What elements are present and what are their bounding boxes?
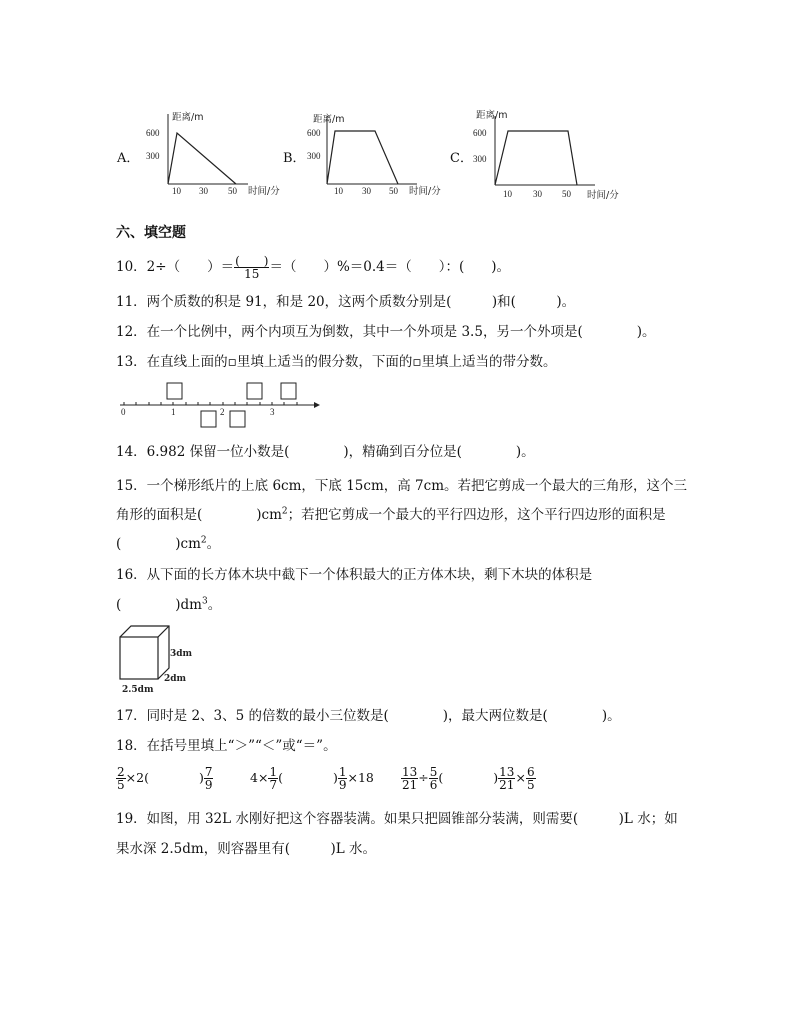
q10-part-a: 10．2÷（ ）＝ <box>116 259 235 275</box>
question-19-line-1: 19．如图，用 32L 水刚好把这个容器装满。如果只把圆锥部分装满，则需要( )L 水；如 <box>116 811 678 827</box>
question-16-line-2: ( )$dm^3$。 <box>116 596 222 613</box>
graph-c-xtick-50: 50 <box>562 189 571 199</box>
q15-line2-a: 角形的面积是( )cm <box>116 507 282 523</box>
option-a-label: A． <box>117 151 140 166</box>
graph-c-line <box>495 131 577 185</box>
answer-box-upper-1 <box>167 383 182 399</box>
graph-b-ylabel: 距离/m <box>313 114 345 125</box>
q18-3-gap: ( ) <box>438 770 499 785</box>
graph-a-ytick-300: 300 <box>146 151 160 161</box>
section-title: 六、填空题 <box>116 225 186 241</box>
q18-item-2 <box>250 766 374 791</box>
question-15-line-1: 15．一个梯形纸片的上底 6cm，下底 15cm，高 7cm。若把它剪成一个最大的三角形，这个三 <box>116 478 687 494</box>
q18-1-mid: ×2( ) <box>125 770 204 785</box>
q18-2-n1: 1 <box>269 765 278 779</box>
question-17: 17．同时是 2、3、5 的倍数的最小三位数是( )，最大两位数是( )。 <box>116 708 621 724</box>
q18-2-mid: ( ) <box>278 770 338 785</box>
q18-3-d4: 5 <box>526 778 535 792</box>
q18-3-n1: 13 <box>402 765 418 779</box>
q18-3-d2: 6 <box>429 778 438 792</box>
numberline-tick-0: 0 <box>121 407 126 417</box>
number-line <box>114 378 324 430</box>
option-b-label: B． <box>283 151 306 166</box>
q18-3-mid: ÷ <box>418 770 429 785</box>
q18-3-n3: 13 <box>499 765 515 779</box>
cuboid-width-label: 2dm <box>164 674 187 684</box>
graph-a-xtick-30: 30 <box>199 186 208 196</box>
q15-line3-sup-2: 2 <box>200 535 207 546</box>
answer-box-lower-1 <box>201 411 216 427</box>
q10-frac-den: 15 <box>244 267 260 281</box>
answer-box-lower-2 <box>230 411 245 427</box>
q18-1-d2: 9 <box>204 778 213 792</box>
q18-2-n2: 1 <box>338 765 347 779</box>
graph-c-ytick-600: 600 <box>473 128 487 138</box>
question-11: 11．两个质数的积是 91，和是 20，这两个质数分别是( )和( )。 <box>116 294 576 310</box>
question-15-line-2 <box>116 506 666 524</box>
numberline-tick-2: 2 <box>220 407 225 417</box>
graph-a <box>140 108 280 198</box>
question-14: 14．6.982 保留一位小数是( )，精确到百分位是( )。 <box>116 444 535 460</box>
graph-b-xtick-50: 50 <box>389 186 398 196</box>
graph-b-xtick-10: 10 <box>334 186 343 196</box>
option-c-label: C． <box>450 151 473 166</box>
answer-box-upper-3 <box>281 383 296 399</box>
cuboid-length-label: 2.5dm <box>122 685 154 695</box>
q18-item-1 <box>116 766 213 791</box>
graph-b-xlabel: 时间/分 <box>409 186 441 197</box>
graph-c-ylabel: 距离/m <box>476 110 508 121</box>
q18-3-times: × <box>515 770 526 785</box>
q18-1-n1: 2 <box>117 765 125 779</box>
q18-3-n4: 6 <box>526 765 535 779</box>
graph-c-xtick-10: 10 <box>503 189 512 199</box>
graph-a-xtick-50: 50 <box>228 186 237 196</box>
graph-a-line <box>168 133 236 184</box>
q16-sup-3: 3 <box>201 596 208 607</box>
q18-3-d3: 21 <box>499 778 515 792</box>
cuboid-height-label: 3dm <box>170 649 193 659</box>
graph-b-ytick-600: 600 <box>307 128 321 138</box>
numberline-tick-1: 1 <box>171 407 176 417</box>
graph-c-xtick-30: 30 <box>533 189 542 199</box>
q18-3-d1: 21 <box>402 778 418 792</box>
graph-a-ytick-600: 600 <box>146 128 160 138</box>
graph-c-xlabel: 时间/分 <box>587 190 619 201</box>
graph-a-xtick-10: 10 <box>172 186 181 196</box>
question-13: 13．在直线上面的▫里填上适当的假分数，下面的▫里填上适当的带分数。 <box>116 354 557 370</box>
graph-b-xtick-30: 30 <box>362 186 371 196</box>
question-18: 18．在括号里填上“＞”“＜”或“＝”。 <box>116 738 337 754</box>
q18-2-pre: 4× <box>250 770 269 785</box>
answer-box-upper-2 <box>247 383 262 399</box>
q15-sup-2: 2 <box>281 506 288 517</box>
q18-1-d1: 5 <box>117 778 125 792</box>
question-15-line-3: ( )$cm^2$。 <box>116 535 221 552</box>
q18-item-3 <box>401 766 536 791</box>
graph-a-xlabel: 时间/分 <box>248 186 280 197</box>
question-19-line-2: 果水深 2.5dm，则容器里有( )L 水。 <box>116 841 376 857</box>
q18-2-d1: 7 <box>269 778 278 792</box>
numberline-tick-3: 3 <box>270 407 275 417</box>
graph-b-ytick-300: 300 <box>307 151 321 161</box>
q18-3-n2: 5 <box>429 765 438 779</box>
q10-part-b: ＝（ ）%＝0.4＝（ ）：( )。 <box>269 259 511 275</box>
graph-a-ylabel: 距离/m <box>172 112 204 123</box>
cuboid-figure <box>114 620 204 695</box>
q18-2-post: ×18 <box>347 770 374 785</box>
q15-line2-b: ；若把它剪成一个最大的平行四边形，这个平行四边形的面积是 <box>287 507 666 523</box>
q10-fraction <box>234 255 269 280</box>
graph-b <box>303 108 443 198</box>
graph-c-ytick-300: 300 <box>473 154 487 164</box>
q10-frac-num: ( ) <box>235 254 269 268</box>
question-10 <box>116 255 510 280</box>
q15-line3-text: ( )cm <box>116 536 201 552</box>
question-12: 12．在一个比例中，两个内项互为倒数，其中一个外项是 3.5，另一个外项是( )。 <box>116 324 656 340</box>
question-16-line-1: 16．从下面的长方体木块中截下一个体积最大的正方体木块，剩下木块的体积是 <box>116 567 593 583</box>
q16-line2-text: ( )dm <box>116 597 202 613</box>
q18-1-n2: 7 <box>204 765 213 779</box>
graph-c <box>470 104 630 204</box>
graph-b-line <box>327 131 398 184</box>
q18-2-d2: 9 <box>338 778 347 792</box>
